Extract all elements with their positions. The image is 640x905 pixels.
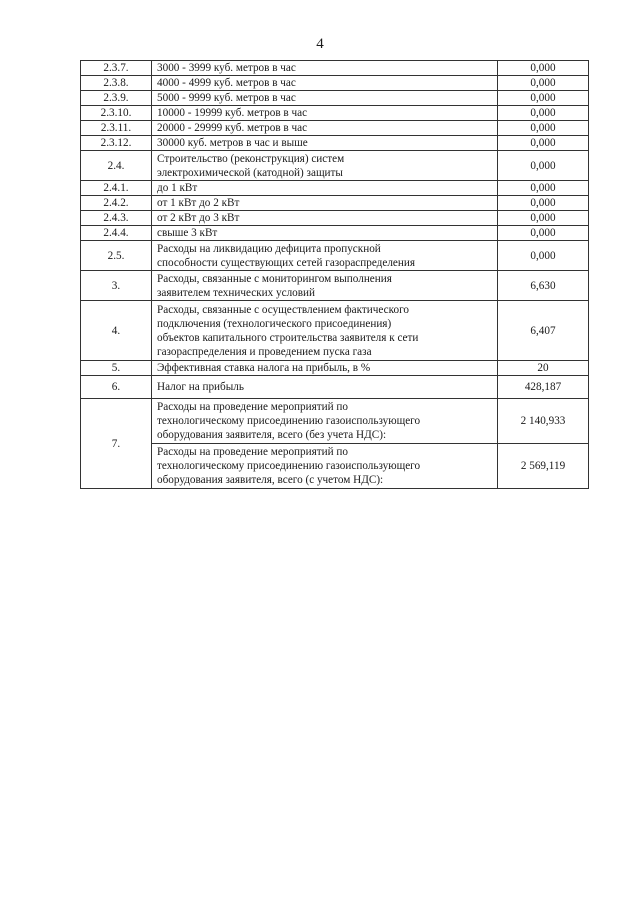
row-value-text: 2 140,933 (520, 415, 566, 427)
row-number-text: 2.4.3. (103, 212, 129, 224)
row-description-text: Расходы на проведение мероприятий по (157, 446, 348, 458)
row-value-text: 0,000 (530, 122, 556, 134)
row-value-text: 20 (537, 362, 549, 374)
table-row (81, 241, 589, 271)
row-number (81, 61, 152, 76)
row-description-text: свыше 3 кВт (157, 227, 218, 239)
row-description (152, 151, 498, 181)
row-value-text: 0,000 (530, 92, 556, 104)
row-number (81, 121, 152, 136)
row-description-text: до 1 кВт (157, 182, 198, 194)
row-value (498, 121, 589, 136)
row-number-text: 5. (111, 362, 121, 374)
row-number-text: 4. (111, 324, 121, 337)
row-value (498, 151, 589, 181)
row-description (152, 136, 498, 151)
row-value (498, 91, 589, 106)
row-description (152, 91, 498, 106)
row-number (81, 181, 152, 196)
row-value-text: 0,000 (530, 227, 556, 239)
row-number-text: 2.3.7. (103, 62, 129, 74)
row-description-text: 4000 - 4999 куб. метров в час (157, 77, 296, 89)
row-description-text: Налог на прибыль (157, 381, 244, 393)
row-value (498, 196, 589, 211)
row-number (81, 241, 152, 271)
row-description-text: от 2 кВт до 3 кВт (157, 212, 240, 224)
row-description (152, 399, 498, 444)
table-row (81, 226, 589, 241)
row-description-text: Расходы на ликвидацию дефицита пропускной (157, 242, 381, 255)
row-description-text: Эффективная ставка налога на прибыль, в % (157, 362, 371, 374)
row-description-text: 5000 - 9999 куб. метров в час (157, 92, 296, 104)
table-row (81, 106, 589, 121)
row-value-text: 0,000 (530, 77, 556, 89)
row-value (498, 226, 589, 241)
row-description-text: подключения (технологического присоединения) (157, 317, 392, 330)
tariff-table (80, 60, 589, 489)
row-description (152, 211, 498, 226)
table-row (81, 181, 589, 196)
row-value-text: 0,000 (530, 212, 556, 224)
row-description-text: оборудования заявителя, всего (с учетом НДС): (157, 474, 384, 486)
row-number-text: 3. (111, 279, 121, 292)
row-value-text: 0,000 (530, 137, 556, 149)
row-number-text: 2.4.1. (103, 182, 129, 194)
row-value (498, 399, 589, 444)
row-value (498, 211, 589, 226)
row-value-text: 0,000 (530, 159, 556, 172)
row-description (152, 121, 498, 136)
row-description (152, 271, 498, 301)
row-description-text: Расходы, связанные с мониторингом выполнения (157, 272, 392, 285)
row-description (152, 361, 498, 376)
table-row (81, 151, 589, 181)
row-description (152, 376, 498, 399)
row-description-text: 10000 - 19999 куб. метров в час (157, 107, 308, 119)
row-value-text: 0,000 (530, 107, 556, 119)
row-number-text: 2.3.12. (100, 137, 132, 149)
row-description-text: заявителем технических условий (157, 286, 315, 299)
row-number-text: 2.3.10. (100, 107, 132, 119)
row-description (152, 241, 498, 271)
row-value (498, 271, 589, 301)
row-description-text: технологическому присоединению газоиспользующего (157, 460, 421, 472)
row-description (152, 226, 498, 241)
row-description-text: оборудования заявителя, всего (без учета НДС): (157, 429, 387, 441)
row-number (81, 376, 152, 399)
row-description-text: объектов капитального строительства заявителя к сети (157, 331, 419, 344)
row-description-text: способности существующих сетей газораспределения (157, 256, 416, 269)
table-row (81, 399, 589, 444)
table-row (81, 76, 589, 91)
row-number-text: 2.3.8. (103, 77, 129, 89)
row-description-text: технологическому присоединению газоиспользующего (157, 415, 421, 427)
table-row (81, 361, 589, 376)
table-row (81, 91, 589, 106)
row-description (152, 106, 498, 121)
row-number-text: 2.5. (107, 249, 125, 262)
row-description (152, 181, 498, 196)
row-number-text: 2.4. (107, 159, 125, 172)
table-row (81, 271, 589, 301)
row-number (81, 399, 152, 489)
row-description (152, 76, 498, 91)
row-description-text: 3000 - 3999 куб. метров в час (157, 62, 296, 74)
row-number (81, 106, 152, 121)
row-value (498, 106, 589, 121)
table-row (81, 121, 589, 136)
row-number (81, 151, 152, 181)
row-number (81, 226, 152, 241)
row-number (81, 361, 152, 376)
row-description-text: газораспределения и проведением пуска газа (157, 345, 372, 358)
row-value-text: 0,000 (530, 62, 556, 74)
row-number-text: 6. (111, 381, 121, 393)
table-row (81, 444, 589, 489)
row-number (81, 211, 152, 226)
row-number-text: 2.3.9. (103, 92, 129, 104)
row-description (152, 301, 498, 361)
row-number-text: 2.3.11. (100, 122, 132, 134)
row-value (498, 76, 589, 91)
row-value (498, 61, 589, 76)
table-row (81, 136, 589, 151)
row-number (81, 76, 152, 91)
row-value-text: 0,000 (530, 249, 556, 262)
row-number (81, 136, 152, 151)
row-value-text: 6,407 (530, 324, 556, 337)
row-description-text: Строительство (реконструкция) систем (157, 152, 345, 165)
row-value-text: 2 569,119 (520, 460, 566, 472)
row-number (81, 271, 152, 301)
table-body (81, 61, 589, 489)
row-description-text: 20000 - 29999 куб. метров в час (157, 122, 308, 134)
table-row (81, 211, 589, 226)
row-value (498, 181, 589, 196)
row-description (152, 61, 498, 76)
row-value (498, 376, 589, 399)
row-description (152, 196, 498, 211)
row-number-text: 7. (111, 437, 121, 450)
row-value (498, 444, 589, 489)
page-number: 4 (316, 36, 324, 52)
table-row (81, 301, 589, 361)
row-number (81, 91, 152, 106)
row-value-text: 0,000 (530, 197, 556, 209)
row-description-text: электрохимической (катодной) защиты (157, 166, 343, 179)
table-row (81, 196, 589, 211)
table-row (81, 61, 589, 76)
row-value-text: 0,000 (530, 182, 556, 194)
row-value (498, 301, 589, 361)
row-description-text: Расходы, связанные с осуществлением фактического (157, 303, 409, 316)
row-description (152, 444, 498, 489)
row-value-text: 428,187 (524, 381, 562, 393)
row-number-text: 2.4.4. (103, 227, 129, 239)
row-description-text: Расходы на проведение мероприятий по (157, 401, 348, 413)
row-description-text: 30000 куб. метров в час и выше (157, 137, 308, 149)
row-number-text: 2.4.2. (103, 197, 129, 209)
row-value-text: 6,630 (530, 279, 556, 292)
row-value (498, 136, 589, 151)
row-number (81, 196, 152, 211)
row-value (498, 361, 589, 376)
row-number (81, 301, 152, 361)
table-row (81, 376, 589, 399)
row-description-text: от 1 кВт до 2 кВт (157, 197, 240, 209)
row-value (498, 241, 589, 271)
